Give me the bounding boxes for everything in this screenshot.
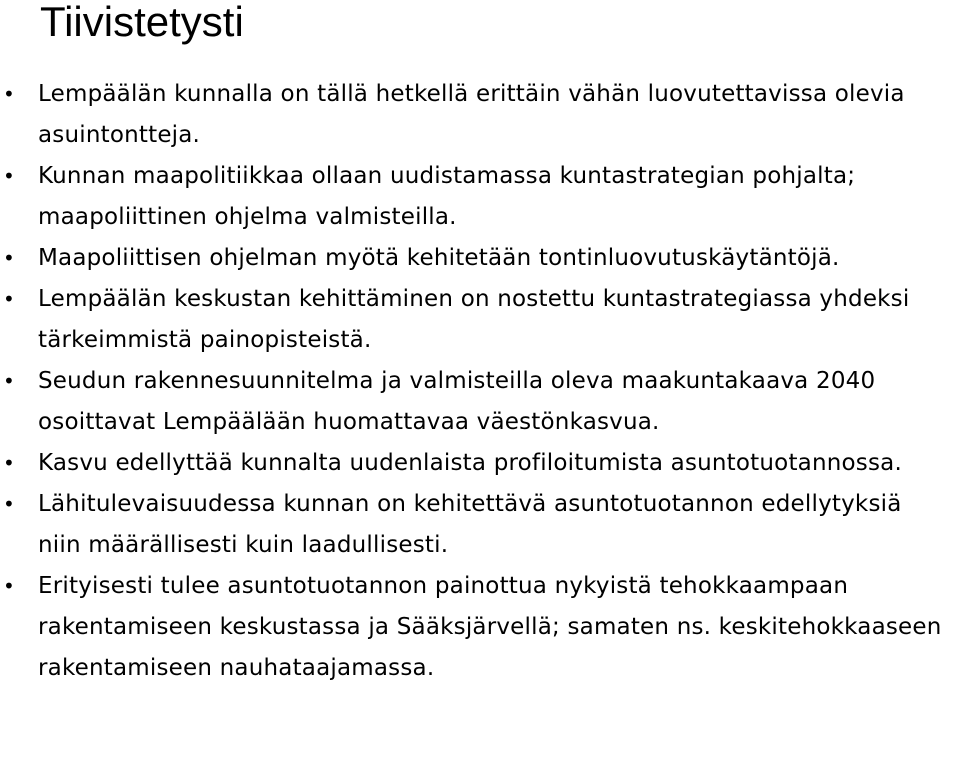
bullet-text: Lähitulevaisuudessa kunnan on kehitettävä asuntotuotannon edellytyksiä niin määrällisesti kuin laadullisesti. — [38, 491, 902, 558]
bullet-dot-icon: • — [3, 451, 15, 475]
bullet-text: Erityisesti tulee asuntotuotannon painottua nykyistä tehokkaampaan rakentamiseen keskustassa ja Sääksjärvellä; samaten ns. keskitehokkaaseen rakentamiseen nauhataajamassa. — [38, 573, 942, 681]
bullet-dot-icon: • — [3, 287, 15, 311]
bullet-item — [0, 484, 960, 566]
slide-title: Tiivistetysti — [40, 0, 244, 45]
bullet-text: Maapoliittisen ohjelman myötä kehitetään tontinluovutuskäytäntöjä. — [38, 245, 840, 271]
bullet-text: Seudun rakennesuunnitelma ja valmisteilla oleva maakuntakaava 2040 osoittavat Lempäälään huomattavaa väestönkasvua. — [38, 368, 876, 435]
bullet-text: Lempäälän kunnalla on tällä hetkellä erittäin vähän luovutettavissa olevia asuintontteja. — [38, 81, 905, 148]
bullet-dot-icon: • — [3, 574, 15, 598]
bullet-item — [0, 74, 960, 156]
bullet-dot-icon: • — [3, 246, 15, 270]
bullet-text: Lempäälän keskustan kehittäminen on nostettu kuntastrategiassa yhdeksi tärkeimmistä painopisteistä. — [38, 286, 910, 353]
bullet-item — [0, 566, 960, 689]
bullet-list — [0, 74, 960, 689]
bullet-item — [0, 279, 960, 361]
bullet-dot-icon: • — [3, 369, 15, 393]
bullet-dot-icon: • — [3, 164, 15, 188]
bullet-dot-icon: • — [3, 82, 15, 106]
bullet-item — [0, 156, 960, 238]
bullet-item — [0, 443, 960, 484]
bullet-text: Kasvu edellyttää kunnalta uudenlaista profiloitumista asuntotuotannossa. — [38, 450, 902, 476]
bullet-item — [0, 238, 960, 279]
bullet-text: Kunnan maapolitiikkaa ollaan uudistamassa kuntastrategian pohjalta; maapoliittinen ohjelma valmisteilla. — [38, 163, 856, 230]
bullet-item — [0, 361, 960, 443]
bullet-dot-icon: • — [3, 492, 15, 516]
